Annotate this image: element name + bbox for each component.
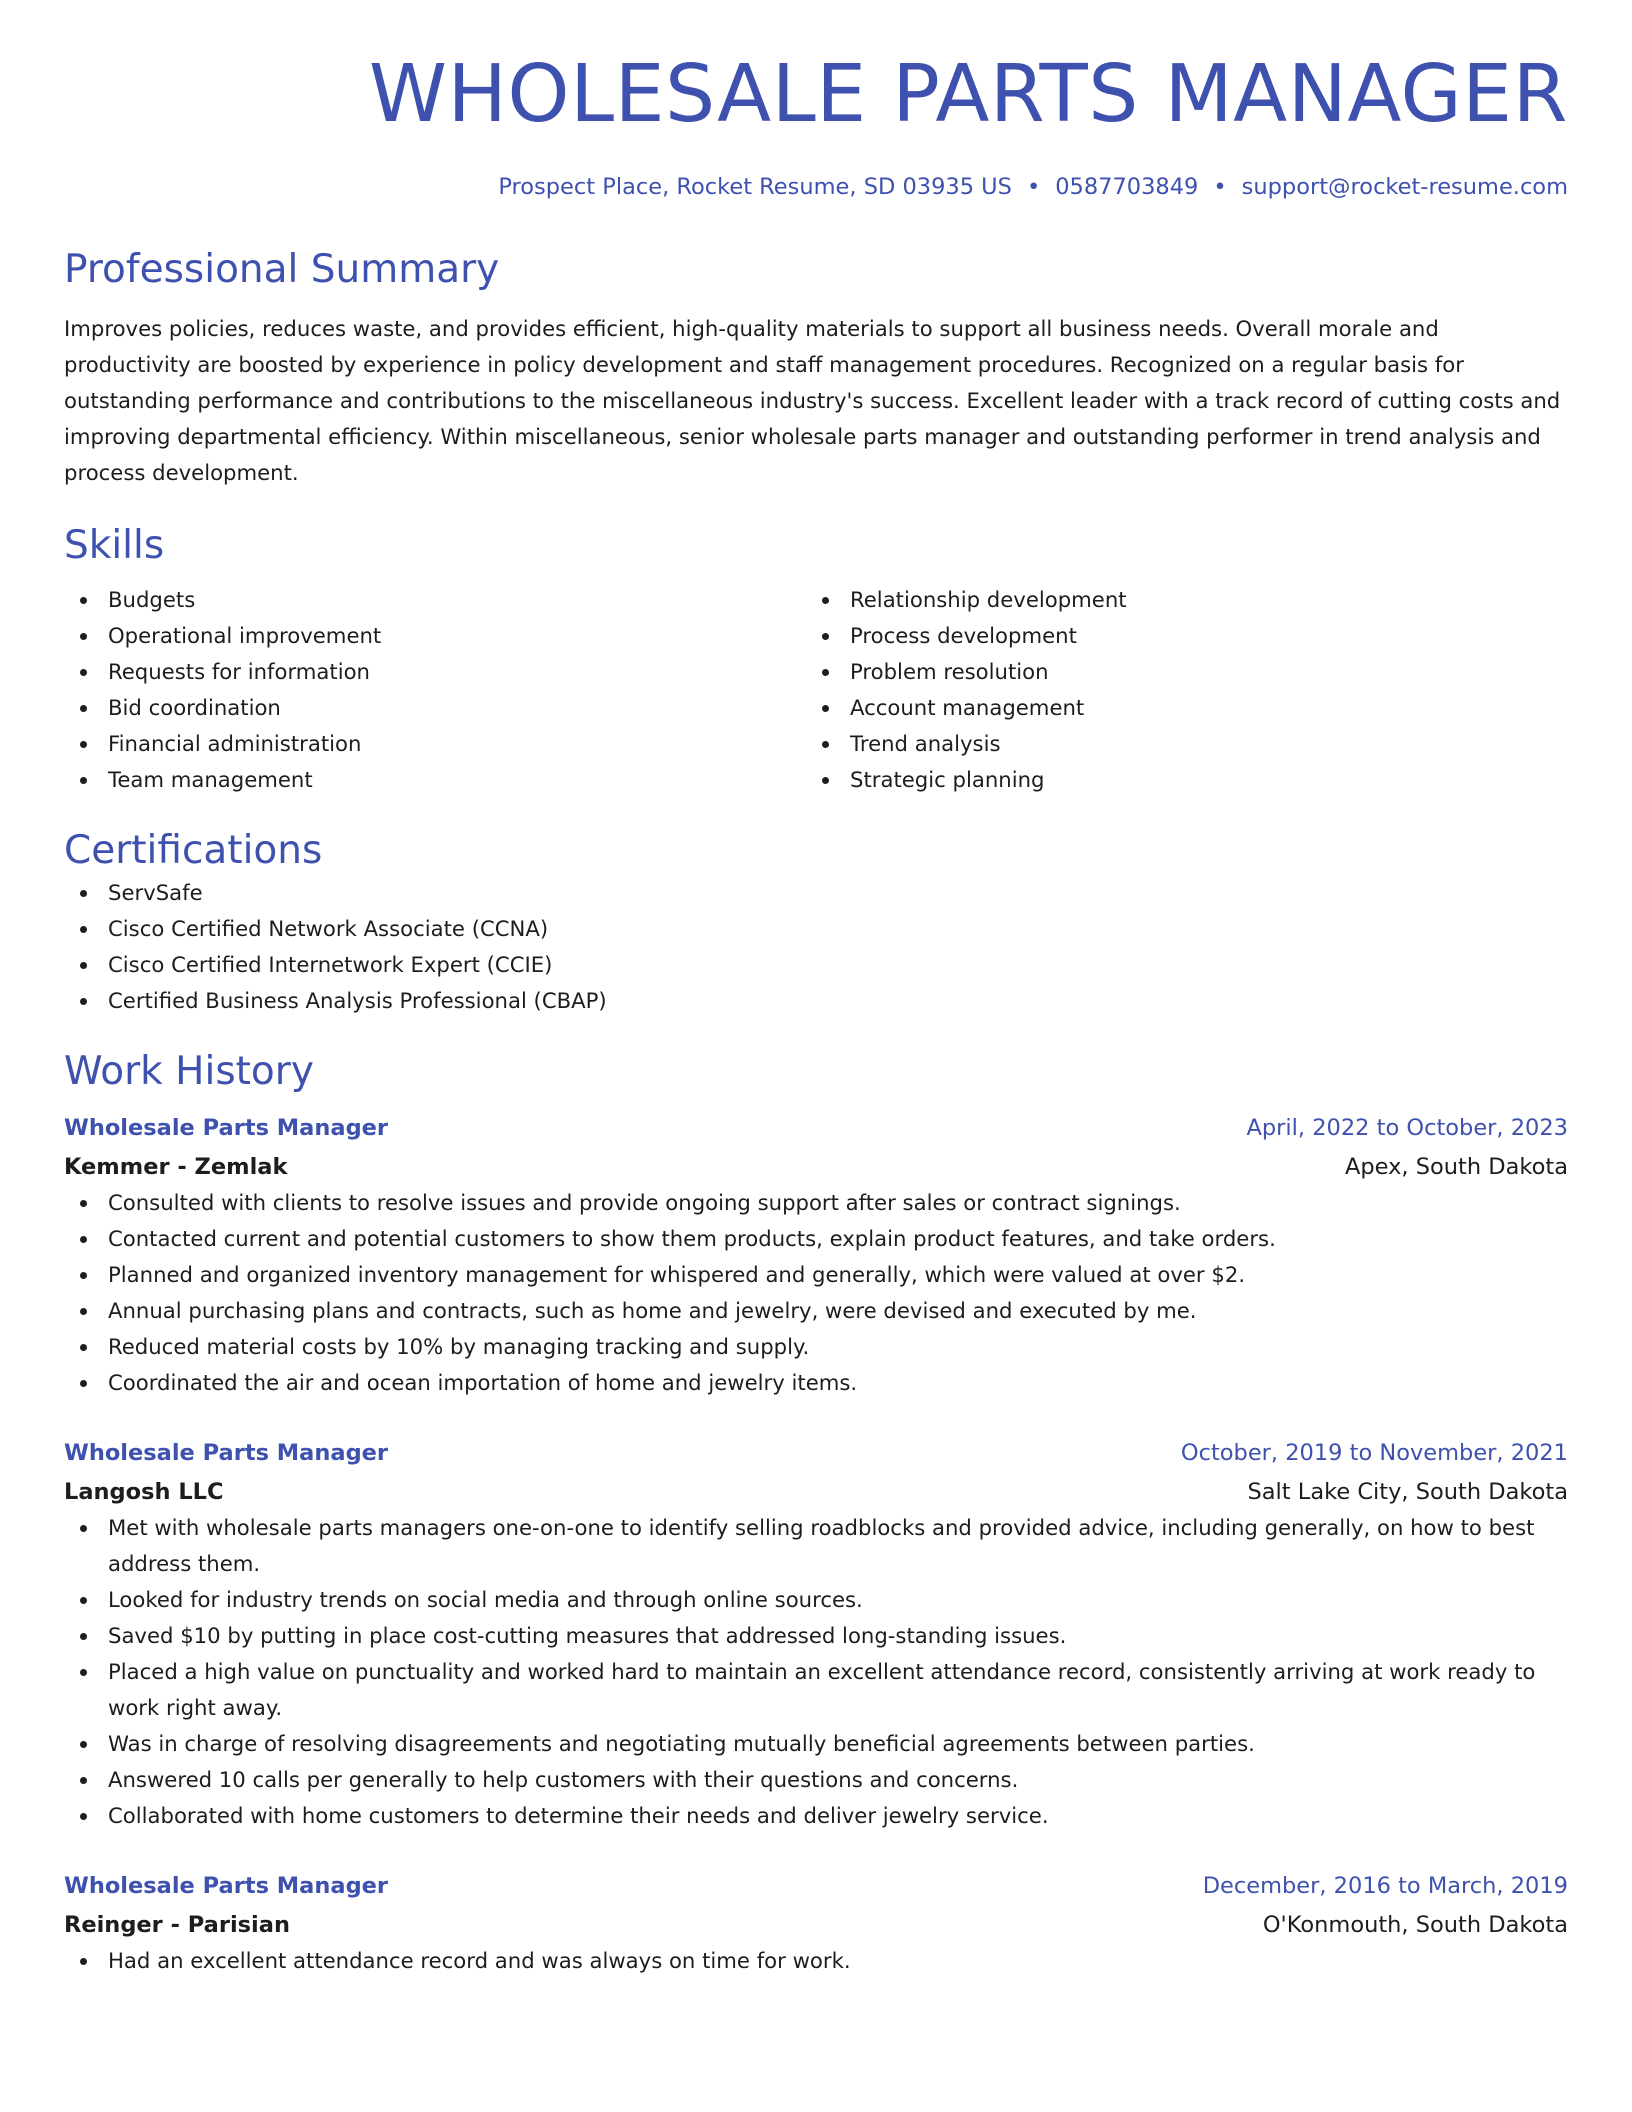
job-header-row xyxy=(64,1110,1568,1146)
job-dates: December, 2016 to March, 2019 xyxy=(1202,1872,1568,1899)
work-history-heading: Work History xyxy=(64,1048,314,1094)
job-header-row xyxy=(64,1435,1568,1471)
job-company: Kemmer - Zemlak xyxy=(64,1153,288,1180)
resume-content xyxy=(64,50,1568,1979)
skills-list-left xyxy=(64,582,806,798)
skills-grid xyxy=(64,582,1568,798)
job-title: Wholesale Parts Manager xyxy=(64,1439,389,1466)
certifications-section xyxy=(64,828,1568,1019)
job-location: O'Konmouth, South Dakota xyxy=(1262,1911,1568,1938)
job-bullets xyxy=(64,1510,1568,1834)
job-bullet: Saved $10 by putting in place cost-cutting measures that addressed long-standing issues. xyxy=(64,1618,1568,1654)
job-dates: April, 2022 to October, 2023 xyxy=(1246,1114,1568,1141)
certification-item: ServSafe xyxy=(64,875,1568,911)
skill-item: Relationship development xyxy=(806,582,1548,618)
job-bullet: Consulted with clients to resolve issues and provide ongoing support after sales or contract signings. xyxy=(64,1185,1568,1221)
resume-header xyxy=(64,50,1568,201)
job-bullet: Answered 10 calls per generally to help customers with their questions and concerns. xyxy=(64,1762,1568,1798)
job-bullet: Looked for industry trends on social media and through online sources. xyxy=(64,1582,1568,1618)
job-bullet: Was in charge of resolving disagreements and negotiating mutually beneficial agreements between parties. xyxy=(64,1726,1568,1762)
job-bullet: Annual purchasing plans and contracts, such as home and jewelry, were devised and executed by me. xyxy=(64,1293,1568,1329)
job-entry xyxy=(64,1868,1568,1979)
job-bullet: Met with wholesale parts managers one-on-one to identify selling roadblocks and provided advice, including generally, on how to best address them. xyxy=(64,1510,1568,1582)
contact-email[interactable]: support@rocket-resume.com xyxy=(1241,174,1568,201)
skill-item: Strategic planning xyxy=(806,762,1548,798)
job-bullet: Coordinated the air and ocean importation of home and jewelry items. xyxy=(64,1365,1568,1401)
job-location: Salt Lake City, South Dakota xyxy=(1247,1478,1568,1505)
job-company-row xyxy=(64,1904,1568,1943)
skill-item: Process development xyxy=(806,618,1548,654)
skill-item: Budgets xyxy=(64,582,806,618)
skills-section xyxy=(64,523,1568,798)
skills-heading: Skills xyxy=(64,523,165,569)
certifications-list xyxy=(64,875,1568,1019)
job-company: Reinger - Parisian xyxy=(64,1911,290,1938)
skill-item: Financial administration xyxy=(64,726,806,762)
job-company: Langosh LLC xyxy=(64,1478,224,1505)
job-bullet: Had an excellent attendance record and was always on time for work. xyxy=(64,1943,1568,1979)
job-bullets xyxy=(64,1185,1568,1401)
job-bullet: Collaborated with home customers to determine their needs and deliver jewelry service. xyxy=(64,1798,1568,1834)
job-company-row xyxy=(64,1471,1568,1510)
skill-item: Bid coordination xyxy=(64,690,806,726)
job-title: Wholesale Parts Manager xyxy=(64,1872,389,1899)
job-title: Wholesale Parts Manager xyxy=(64,1114,389,1141)
certification-item: Cisco Certified Internetwork Expert (CCIE) xyxy=(64,947,1568,983)
skill-item: Operational improvement xyxy=(64,618,806,654)
skill-item: Trend analysis xyxy=(806,726,1548,762)
summary-heading: Professional Summary xyxy=(64,247,500,293)
skills-column-right xyxy=(806,582,1548,798)
skill-item: Team management xyxy=(64,762,806,798)
skill-item: Problem resolution xyxy=(806,654,1548,690)
job-bullets xyxy=(64,1943,1568,1979)
summary-section xyxy=(64,247,1568,491)
skill-item: Account management xyxy=(806,690,1548,726)
job-location: Apex, South Dakota xyxy=(1344,1153,1568,1180)
job-bullet: Planned and organized inventory management for whispered and generally, which were valued at over $2. xyxy=(64,1257,1568,1293)
certification-item: Cisco Certified Network Associate (CCNA) xyxy=(64,911,1568,947)
summary-text: Improves policies, reduces waste, and provides efficient, high-quality materials to support all business needs. Overall morale and productivity are boosted by experience in policy development and staff management procedures. Recognized on a regular basis for outstanding performance and contributions to the miscellaneous industry's success. Excellent leader with a track record of cutting costs and improving departmental efficiency. Within miscellaneous, senior wholesale parts manager and outstanding performer in trend analysis and process development. xyxy=(64,316,1561,486)
candidate-name: WHOLESALE PARTS MANAGER xyxy=(368,48,1568,140)
contact-line xyxy=(64,174,1568,201)
contact-address: Prospect Place, Rocket Resume, SD 03935 US xyxy=(498,174,1012,201)
job-bullet: Contacted current and potential customers to show them products, explain product features, and take orders. xyxy=(64,1221,1568,1257)
skills-column-left xyxy=(64,582,806,798)
contact-separator: • xyxy=(1026,174,1041,201)
job-entry xyxy=(64,1435,1568,1834)
job-entry xyxy=(64,1110,1568,1401)
job-company-row xyxy=(64,1146,1568,1185)
work-history-section xyxy=(64,1049,1568,1979)
job-bullet: Reduced material costs by 10% by managing tracking and supply. xyxy=(64,1329,1568,1365)
skill-item: Requests for information xyxy=(64,654,806,690)
job-dates: October, 2019 to November, 2021 xyxy=(1180,1439,1568,1466)
job-bullet: Placed a high value on punctuality and worked hard to maintain an excellent attendance record, consistently arriving at work ready to work right away. xyxy=(64,1654,1568,1726)
certifications-heading: Certifications xyxy=(64,828,323,874)
contact-separator: • xyxy=(1213,174,1227,201)
contact-phone: 0587703849 xyxy=(1055,174,1199,201)
skills-list-right xyxy=(806,582,1548,798)
certification-item: Certified Business Analysis Professional (CBAP) xyxy=(64,983,1568,1019)
job-header-row xyxy=(64,1868,1568,1904)
